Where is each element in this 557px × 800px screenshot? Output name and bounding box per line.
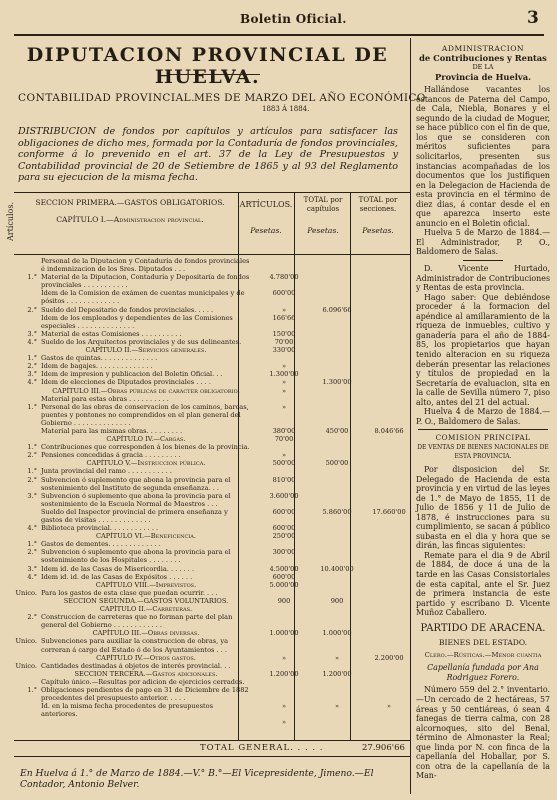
section-total: 2.200'00 [374, 653, 404, 662]
article-amount: 500'00 [272, 459, 296, 468]
article-number: 4.° [27, 378, 37, 387]
chapter-total: » [334, 702, 340, 711]
chapter-total: 900 [330, 596, 344, 605]
intro-paragraph: DISTRIBUCION de fondos por capítulos y artículos para satisfacer las obligaciones de dicho mes, formada por la Contaduría de fondos provinciales, conforme á lo prevenido en el art. 37 de la Ley de Presupuestos y Contabilidad provincial de 20 de Setiembre de 1865 y al 93 del Reglamento para su ejecucion de la misma fecha. [18, 126, 398, 184]
chapter-heading: SECCION TERCERA.—Gastos adicionales. [74, 669, 218, 678]
right-column [416, 44, 550, 781]
row-description: Idem de la Comision de exámen de cuentas municipales y de pósitos . . . . . . . . . . . . . [41, 289, 245, 306]
row-description: Para los gastos de esta clase que puedan ocurrir. . . . [41, 588, 218, 597]
table-row [15, 435, 415, 443]
article-amount: 900 [277, 596, 291, 605]
right-sep-1 [463, 260, 503, 261]
row-description: Idem de los empleados y dependientes de las Comisiones especiales . . . . . . . . . . . . . . [41, 313, 233, 330]
article-amount: » [281, 653, 287, 662]
article-amount: 1.200'00 [269, 669, 299, 678]
chapter-heading: CAPÍTULO III.—Obras diversas. [92, 629, 200, 638]
article-number: 1.° [27, 540, 37, 549]
row-description: Subvenciones para auxiliar la construccion de obras, ya correran á cargo del Estado ó de los Ayuntamientos . . . [41, 637, 229, 654]
article-amount: 810'00 [272, 475, 296, 484]
admin-heading-1: ADMINISTRACION [441, 44, 525, 53]
table-row [15, 394, 415, 411]
total-rule [14, 756, 410, 757]
col-articulos: ARTÍCULOS. [239, 200, 293, 209]
admin-heading-3: DE LA [472, 63, 494, 72]
chapter-heading: SECCION SEGUNDA.—GASTOS VOLUNTARIOS. [63, 596, 229, 605]
section-total: » [386, 702, 392, 711]
article-amount: 70'00 [274, 435, 294, 444]
col-total-secciones: TOTAL por secciones. [358, 196, 398, 214]
article-number: Unico. [15, 661, 37, 670]
row-description: Material para estas obras . . . . . . . . . . [41, 394, 169, 403]
distribution-table [15, 257, 415, 727]
article-amount: 330'00 [272, 346, 296, 355]
hurtado-notice: Hago saber: Que debiéndose proceder á la formacion del apéndice al amillaramiento de la riqueza de inmuebles, cultivo y ganadería para el año de 1884-85, los propietarios que hayan tenido alteracion en su riqueza deberán presentar las relaciones y títulos de propiedad en la Secretaría de evaluacion, sita en la calle de Sevilla número 7, piso alto, antes del 21 del actual. [416, 292, 550, 407]
total-value: 27.906'66 [362, 743, 405, 753]
row-description: Idem de elecciones de Diputados provinciales . . . . [41, 378, 211, 387]
table-row [15, 605, 415, 613]
chapter-heading: CAPÍTULO III.—Obras públicas de carácter obligatorio. [52, 386, 240, 395]
estancos-notice: Hallándose vacantes los estancos de Paterna del Campo, de Cala, Niebla, Bonares y el segundo de la ciudad de Moguer, se hace público con el fin de que, los que se consideren con méritos suficientes para solicitarlos, presenten sus instancias acompañadas de los documentos que los justifiquen en la Delegacion de Hacienda de esta provincia en el término de diez dias, á contar desde el en que aparezca inserto este anuncio en el Boletin oficial. [416, 85, 550, 228]
table-bottom-rule [14, 740, 410, 741]
row-description: Construccion de carreteras que no forman parte del plan general del Gobierno . . . . . . . . . . . . [41, 613, 233, 630]
chapter-total: 6.096'66 [322, 305, 352, 314]
row-description: Material de la Diputacion, Contaduría y Depositaría de fondos provinciales . . . . . . . . . . . [41, 273, 250, 290]
section-total: 17.660'00 [372, 507, 406, 516]
article-amount: » [281, 702, 287, 711]
table-row [15, 654, 415, 662]
articles-side-label: Artículos. [6, 202, 15, 242]
chapter-total: 1.200'00 [322, 669, 352, 678]
article-amount: 166'66 [272, 313, 296, 322]
article-amount: 600'00 [272, 524, 296, 533]
chapter-heading: CAPÍTULO II.—Servicios generales. [85, 346, 207, 355]
chapter-total: 500'00 [325, 459, 349, 468]
article-amount: 1.000'00 [269, 629, 299, 638]
row-description: Personal de la Diputacion y Contaduría de fondos provinciales é indemnizacion de los Sres. Diputados . . . [41, 257, 250, 274]
total-label: TOTAL GENERAL. . . . . [200, 743, 324, 753]
comision-heading: COMISION PRINCIPAL [435, 433, 531, 443]
row-description: Cantidades destinadas á objetos de interés provincial. . . [41, 661, 231, 670]
page-number: 3 [527, 8, 539, 28]
article-number: 1.° [27, 402, 37, 411]
article-amount: » [281, 451, 287, 460]
article-amount: » [281, 402, 287, 411]
table-row [15, 459, 415, 467]
article-number: 2.° [27, 613, 37, 622]
years-heading: 1883 Á 1884. [262, 105, 310, 113]
admin-heading-4: Provincia de Huelva. [435, 71, 531, 82]
article-amount: 600'00 [272, 289, 296, 298]
row-description: Sueldo de los Arquitectos provinciales y de sus delineantes. [41, 337, 242, 346]
row-description: Junta provincial del ramo . . . . . . . . . . . [41, 467, 172, 476]
signature-line: En Huelva á 1.° de Marzo de 1884.—V.° B.°—El Vicepresidente, Jimeno.—El Contador, Antonio Belver. [20, 768, 374, 790]
finca-559: Número 559 del 2.° inventario.—Un cercado de 2 hectáreas, 57 áreas y 50 centiáreas, ó sean 4 fanegas de tierra calma, con 28 alcornoques, sito del Benal, término de Almonaster la Real; que linda por N. con finca de la capellanía del Hoballar, por S. con otra de la capellanía de la Man- [416, 685, 550, 781]
section-heading [30, 198, 230, 224]
chapter-total: 450'00 [325, 426, 349, 435]
chapter-total: 10.400'00 [320, 564, 354, 573]
row-description: Material de estas Comisiones . . . . . . . . . . [41, 329, 182, 338]
col-total-capitulos: TOTAL por capítulos [303, 196, 343, 214]
row-description: Idem de bagajes. . . . . . . . . . . . . . [41, 362, 153, 371]
row-description: Personal de las obras de conservacion de los caminos, barcas, puentes y pontones no comprendidos en el plan general del Gobierno . . . . . . . . . . . . . . [41, 402, 249, 427]
journal-title: Boletin Oficial. [240, 12, 347, 26]
document-title: DIPUTACION PROVINCIAL DE HUELVA. [26, 44, 389, 88]
row-description: Idem de impresion y publicacion del Boletin Oficial. . . [41, 370, 223, 379]
chapter-heading: CAPÍTULO IV.—Cargas. [106, 435, 186, 444]
remate-notice: Remate para el dia 9 de Abril de 1884, de doce á una de la tarde en las Casas Consistoriales de esta capital, ante el Sr. Juez de primera instancia de este partido y escribano D. Vicente Muñoz Caballero. [416, 550, 550, 618]
page-header [0, 6, 557, 30]
article-amount: 600'00 [272, 507, 296, 516]
article-amount: » [281, 718, 287, 727]
estancos-sign: Huelva 5 de Marzo de 1884.—El Administrador, P. O., Baldomero de Salas. [416, 228, 550, 257]
table-row [15, 532, 415, 540]
table-row [15, 702, 415, 727]
row-description: Gastos de quintas. . . . . . . . . . . . . . [41, 354, 158, 363]
article-number: Unico. [15, 588, 37, 597]
article-amount: 1.300'00 [269, 370, 299, 379]
row-description: Biblioteca provincial. . . . . . . . . . . . [41, 524, 159, 533]
chapter-heading: CAPÍTULO II.—Carreteras. [99, 605, 193, 614]
article-number: Unico. [15, 637, 37, 646]
bienes-heading: BIENES DEL ESTADO. [438, 638, 528, 648]
title-ornament [170, 74, 260, 75]
row-description: Capítulo único.—Resultas por adicion de ejercicios cerrados. [41, 677, 245, 686]
comision-subheading: DE VENTAS DE BIENES NACIONALES DE ESTA PROVINCIA. [417, 443, 549, 461]
row-description: Pensiones concedidas á gracia . . . . . . . . . [41, 451, 181, 460]
article-amount: 70'00 [274, 337, 294, 346]
table-row [15, 629, 415, 637]
table-row [15, 597, 415, 605]
partido-heading: PARTIDO DE ARACENA. [420, 622, 546, 634]
admin-heading-2: de Contribuciones y Rentas [419, 52, 547, 63]
row-description: Material para las mismas obras. . . . . . . . . [41, 426, 183, 435]
pesetas-a: Pesetas. [250, 226, 282, 235]
article-number: 3.° [27, 564, 37, 573]
row-description: Sueldo del Depositario de fondos provinciales. . . . . [41, 305, 214, 314]
row-description: Obligaciones pendientes de pago en 31 de Diciembre de 1882 procedentes del presupuesto anterior. . . . . [41, 685, 249, 703]
article-number: 2.° [27, 548, 37, 557]
hurtado-intro: D. Vicente Hurtado, Administrador de Contribuciones y Rentas de esta provincia. [416, 264, 550, 293]
table-row [15, 670, 415, 678]
clero-heading: Clero.—Rústicas.—Menor cuantia [424, 650, 542, 659]
chapter-total: » [334, 653, 340, 662]
row-description: Subvencion ó suplemento que abona la provincia para el sostenimiento de la Escuela Normal de Maestros . . . [41, 491, 231, 508]
article-number: 1.° [27, 467, 37, 476]
header-rule [14, 34, 544, 36]
article-amount: 3.600'00 [269, 491, 299, 500]
table-row [15, 387, 415, 395]
article-number: 4.° [27, 572, 37, 581]
table-row [15, 678, 415, 686]
article-number: 3.° [27, 370, 37, 379]
department-heading: CONTABILIDAD PROVINCIAL. [18, 92, 195, 104]
chapter-heading: CAPÍTULO VI.—Beneficencia. [95, 532, 197, 541]
article-number: 3.° [27, 329, 37, 338]
article-amount: » [281, 305, 287, 314]
chapter-one-title: CAPÍTULO I.—Administracion provincial. [56, 215, 204, 225]
article-number: 4.° [27, 337, 37, 346]
table-row [15, 346, 415, 354]
article-number: 2.° [27, 475, 37, 484]
row-description: Sueldo del Inspector provincial de primera enseñanza y gastos de visitas . . . . . . . . . . . . . [41, 507, 228, 524]
subasta-notice: Por disposicion del Sr. Delegado de Hacienda de esta provincia y en virtud de las leyes de 1.° de Mayo de 1855, 11 de Julio de 1856 y 11 de Julio de 1878, é instrucciones para su cumplimiento, se sacan á público subasta en el dia y hora que se dirán, las fincas siguientes: [416, 464, 550, 551]
article-amount: 380'00 [272, 426, 296, 435]
right-sep-2 [418, 429, 548, 430]
month-heading: MES DE MARZO DEL AÑO ECONÓMICO [194, 92, 426, 104]
row-description: Idem id. id. de las Casas de Expósitos . . . . . . [41, 572, 193, 581]
pesetas-c: Pesetas. [362, 226, 394, 235]
chapter-heading: CAPÍTULO IV.—Otros gastos. [96, 653, 196, 662]
article-number: 1.° [27, 685, 37, 694]
hurtado-sign: Huelva 4 de Marzo de 1884.—P. O., Baldomero de Salas. [416, 407, 550, 426]
pesetas-b: Pesetas. [307, 226, 339, 235]
article-amount: 4.500'00 [269, 564, 299, 573]
article-number: 1.° [27, 443, 37, 452]
row-description: Subvencion ó suplemento que abona la provincia para el sostenimiento del Instituto de segunda enseñanza. . . [41, 475, 231, 492]
section-total: 8.046'66 [374, 426, 404, 435]
article-number: 2.° [27, 451, 37, 460]
article-number: 3.° [27, 491, 37, 500]
article-amount: 250'00 [272, 532, 296, 541]
article-amount: » [281, 362, 287, 371]
article-number: 1.° [27, 354, 37, 363]
article-amount: » [281, 386, 287, 395]
article-amount: 5.000'00 [269, 580, 299, 589]
chapter-total: 5.860'00 [322, 507, 352, 516]
article-number: 2.° [27, 362, 37, 371]
row-description: Gastos de dementes. . . . . . . . . . . . . [41, 540, 161, 549]
article-amount: 150'00 [272, 329, 296, 338]
article-amount: 600'00 [272, 572, 296, 581]
capellania-heading: Capellanía fundada por Ana Rodriguez Forero. [427, 663, 539, 682]
article-number: 2.° [27, 305, 37, 314]
article-number: 1.° [27, 273, 37, 282]
article-amount: 4.780'00 [269, 273, 299, 282]
chapter-heading: CAPÍTULO VIII.—Imprevistos. [95, 580, 197, 589]
article-amount: » [281, 378, 287, 387]
table-row [15, 581, 415, 589]
row-description: Id. en la misma fecha procedentes de presupuestos anteriores. [41, 702, 213, 719]
chapter-heading: CAPÍTULO V.—Instruccion pública. [86, 459, 206, 468]
section-one-title: SECCION PRIMERA.—GASTOS OBLIGATORIOS. [35, 198, 225, 207]
article-amount: 300'00 [272, 548, 296, 557]
chapter-total: 1.300'00 [322, 378, 352, 387]
article-number: 4.° [27, 524, 37, 533]
row-description: Idem id. de las Casas de Misericordia. . . . . . . [41, 564, 195, 573]
row-description: Subvencion ó suplemento que abona la provincia para el sostenimiento de los Hospitales . . . . . . . . [41, 548, 231, 565]
chapter-total: 1.000'00 [322, 629, 352, 638]
row-description: Contribuciones que corresponden á los bienes de la provincia. [41, 443, 250, 452]
